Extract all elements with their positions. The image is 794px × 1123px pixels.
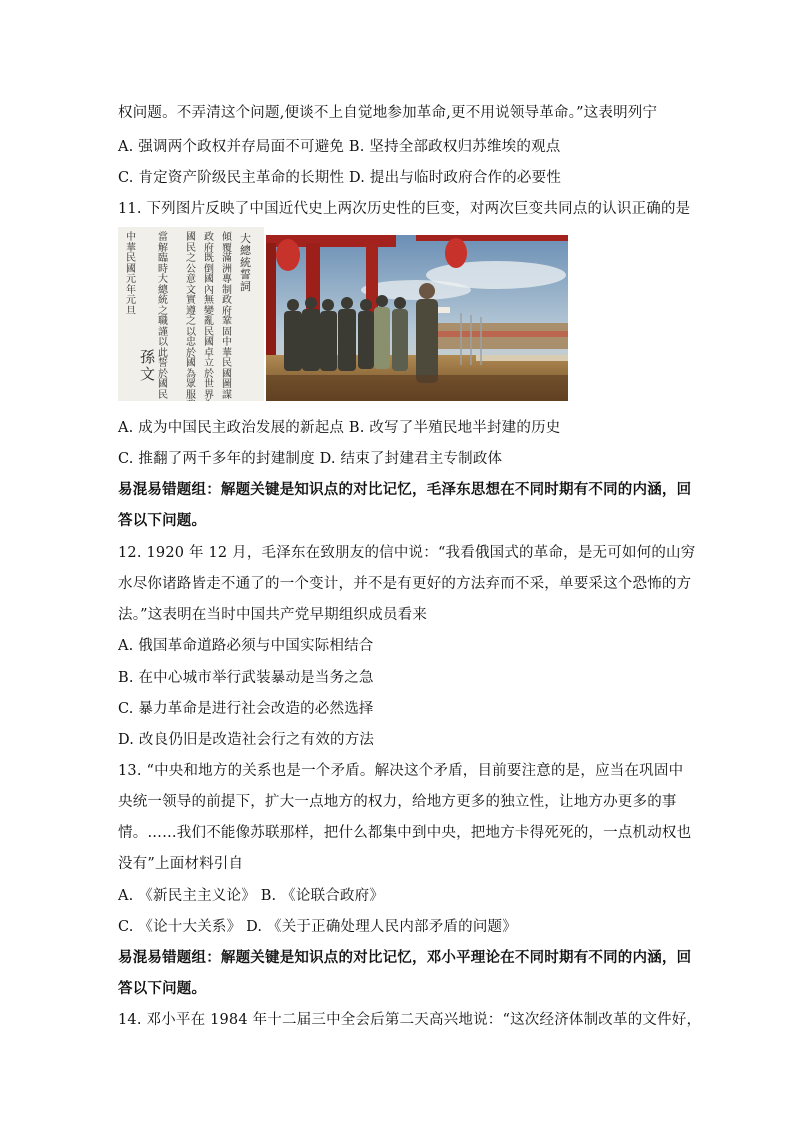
q11-options-ab: A. 成为中国民主政治发展的新起点 B. 改写了半殖民地半封建的历史	[118, 420, 561, 436]
q14-stem-1: 14. 邓小平在 1984 年十二届三中全会后第二天高兴地说：“这次经济体制改革的文件好，	[118, 1012, 702, 1028]
q13-stem-2: 央统一领导的前提下，扩大一点地方的权力，给地方更多的独立性，让地方办更多的事	[118, 794, 677, 810]
q13-options-cd: C. 《论十大关系》 D. 《关于正确处理人民内部矛盾的问题》	[118, 919, 517, 935]
calligraphy-col-4: 政府既倒國內無變亂民國卓立於世界	[204, 232, 214, 401]
calligraphy-col-2: 當解臨時大總統之職謹以此誓於國民	[158, 232, 168, 401]
calligraphy-col-3: 國民之公意文實遵之以忠於國為眾服	[186, 232, 196, 401]
q10-stem-tail: 权问题。不弄清这个问题,便谈不上自觉地参加革命,更不用说领导革命。”这表明列宁	[118, 105, 658, 121]
group1-heading-1: 易混易错题组：解题关键是知识点的对比记忆，毛泽东思想在不同时期有不同的内涵，回	[118, 482, 692, 498]
q12-stem-3: 法。”这表明在当时中国共产党早期组织成员看来	[118, 607, 428, 623]
q11-stem: 11. 下列图片反映了中国近代史上两次历史性的巨变，对两次巨变共同点的认识正确的是	[118, 201, 691, 217]
q12-option-c: C. 暴力革命是进行社会改造的必然选择	[118, 701, 374, 717]
q12-option-d: D. 改良仍旧是改造社会行之有效的方法	[118, 732, 375, 748]
calligraphy-col-5: 傾覆滿洲專制政府鞏固中華民國圖謀	[222, 232, 232, 401]
q12-stem-1: 12. 1920 年 12 月，毛泽东在致朋友的信中说：“我看俄国式的革命，是无可如何的山穷	[118, 545, 696, 561]
group2-heading-1: 易混易错题组：解题关键是知识点的对比记忆，邓小平理论在不同时期有不同的内涵，回	[118, 950, 692, 966]
calligraphy-signature: 孫文	[140, 348, 156, 383]
q12-option-a: A. 俄国革命道路必须与中国实际相结合	[118, 638, 374, 654]
q13-options-ab: A. 《新民主主义论》 B. 《论联合政府》	[118, 888, 385, 904]
q13-stem-1: 13. “中央和地方的关系也是一个矛盾。解决这个矛盾，目前要注意的是，应当在巩固中	[118, 763, 684, 779]
founding-ceremony-painting	[266, 235, 568, 401]
q12-stem-2: 水尽你诸路皆走不通了的一个变计，并不是有更好的方法弃而不采，单要采这个恐怖的方	[118, 576, 692, 592]
q13-stem-4: 没有”上面材料引自	[118, 856, 244, 872]
q10-options-cd: C. 肯定资产阶级民主革命的长期性 D. 提出与临时政府合作的必要性	[118, 170, 562, 186]
calligraphy-col-1: 中華民國元年元旦	[126, 232, 136, 317]
q11-options-cd: C. 推翻了两千多年的封建制度 D. 结束了封建君主专制政体	[118, 451, 503, 467]
q11-figure	[118, 227, 568, 401]
q13-stem-3: 情。……我们不能像苏联那样，把什么都集中到中央，把地方卡得死死的，一点机动权也	[118, 825, 692, 841]
q10-options-ab: A. 强调两个政权并存局面不可避免 B. 坚持全部政权归苏维埃的观点	[118, 139, 561, 155]
oath-calligraphy-image	[118, 227, 264, 401]
group2-heading-2: 答以下问题。	[118, 981, 207, 997]
group1-heading-2: 答以下问题。	[118, 513, 207, 529]
calligraphy-title: 大總統誓詞	[240, 232, 251, 293]
q12-option-b: B. 在中心城市举行武装暴动是当务之急	[118, 670, 374, 686]
